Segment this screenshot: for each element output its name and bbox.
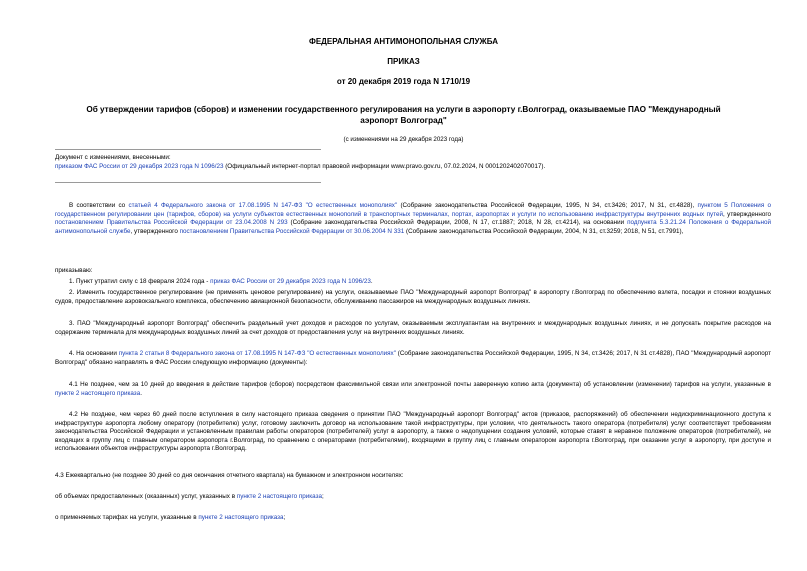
amendments-block [55,154,771,171]
divider-bottom [55,182,321,183]
agency-name: ФЕДЕРАЛЬНАЯ АНТИМОНОПОЛЬНАЯ СЛУЖБА [309,37,498,46]
preamble-text: (Собрание законодательства Российской Федерации, 1995, N 34, ст.3426; 2017, N 31, ст.4828), [397,202,698,209]
item-4-3-b-end: ; [283,514,286,521]
law-147-fz-article-8-link[interactable]: пункта 2 статьи 8 Федерального закона от 17.08.1995 N 147-ФЗ "О естественных монополиях" [118,350,396,357]
amendment-publication: (Официальный интернет-портал правовой информации www.pravo.gov.ru, 07.02.2024, N 0001202402070017). [223,162,546,170]
preamble-text: (Собрание законодательства Российской Федерации, 2004, N 31, ст.3259; 2018, N 51, ст.7991), [404,227,684,235]
preamble-text: , утвержденного [723,210,771,218]
item-4-3-b [55,514,771,523]
fas-regulation-subclause-link[interactable]: подпункта 5.3.21.24 Положения о Федеральной антимонопольной службе [55,219,771,235]
document-title: Об утверждении тарифов (сборов) и изменении государственного регулирования на услуги в аэропорту г.Волгоград, оказываемые ПАО "Международный аэропорт Волгоград" [86,105,721,125]
clause-2-link[interactable]: пункте 2 настоящего приказа [198,514,284,521]
item-4-3: 4.3 Ежеквартально (не позднее 30 дней со дня окончания отчетного квартала) на бумажном и электронном носителях: [55,472,404,479]
clause-2-link[interactable]: пункте 2 настоящего приказа [55,389,141,397]
regulation-clause-5-link[interactable]: пунктом 5 Положения о государственном регулировании цен (тарифов, сборов) на услуги субъектов естественных монополий в транспортных терминалах, портах, аэропортах и услуги по использованию инфраструктуры внутренних водных путей [55,202,771,218]
item-2: 2. Изменить государственное регулирование (не применять ценовое регулирование) на услуги, оказываемые ПАО "Международный аэропорт Волгоград" в аэропорту г.Волгоград по обеспечению взлета, посадки и стоянки воздушных судов, предоставление аэровокзального комплекса, обеспечению авиационной безопасности, обслуживанию пассажиров на международных воздушных линиях. [55,289,771,305]
item-4-2: 4.2 Не позднее, чем через 60 дней после вступления в силу настоящего приказа сведения о принятии ПАО "Международный аэропорт Волгоград" актов (приказов, распоряжений) об обеспечении недискриминационного доступа к инфраструктуре аэропорта любому оператору (потребителю) услуг, готовому заключить договор на использование такой инфраструктуры, при условии, что деятельность такого оператора (потребителя) услуг соответствует требованиям законодательства Российской Федерации и установленным правилам работы операторов (потребителей) услуг в аэропорту, а также о недопущении создания условий, которые ставят в неравное положение операторов (потребителей), не входящих в группу лиц с главным оператором аэропорта г.Волгоград, по сравнению с операторами (потребителями), входящими в группу лиц с главным оператором аэропорта г.Волгоград, при оказании услуг в аэропорту, при доступе и использовании объектов инфраструктуры аэропорта г.Волгоград. [55,411,771,453]
item-4-text: (Собрание законодательства Российской Федерации, 1995, N 34, ст.3426; 2017, N 31 ст.4828), ПАО "Международный аэропорт Волгоград" обязано направлять в ФАС России следующую информацию (документы): [55,350,772,366]
divider-top [55,149,321,150]
amendments-heading: Документ с изменениями, внесенными: [55,154,171,161]
item-4-1-text: 4.1 Не позднее, чем за 10 дней до введения в действие тарифов (сборов) посредством факсимильной связи или электронной почты заверенную копию акта (документа) об установлении (изменении) тарифов на услуги, указанные в [69,381,771,388]
item-4-1-end: . [140,389,142,397]
item-4-3-a [55,493,771,502]
document-type: ПРИКАЗ [387,57,420,66]
order-1096-link[interactable]: приказ ФАС России от 29 декабря 2023 года N 1096/23 [210,278,371,285]
item-1 [55,278,771,287]
item-4-text: 4. На основании [69,350,119,357]
changes-note: (с изменениями на 29 декабря 2023 года) [343,136,464,143]
amendment-order-link[interactable]: приказом ФАС России от 29 декабря 2023 года N 1096/23 [55,162,224,170]
preamble-paragraph [55,202,771,236]
clause-2-link[interactable]: пункте 2 настоящего приказа [236,493,322,500]
preamble-text: (Собрание законодательства Российской Федерации, 2008, N 17, ст.1887; 2018, N 28, ст.4214), на основании [287,219,628,227]
item-4-3-a-end: ; [322,493,324,500]
item-3: 3. ПАО "Международный аэропорт Волгоград" обеспечить раздельный учет доходов и расходов по услугам, оказываемым эксплуатантам на внутренних и международных воздушных линиях, и не допускать покрытие расходов на содержание терминала для международных воздушных линий за счет доходов от предоставления услуг на внутренних воздушных линиях. [55,320,771,336]
resolution-331-link[interactable]: постановлением Правительства Российской Федерации от 30.06.2004 N 331 [179,227,405,235]
amendments-line [55,163,771,172]
item-4-3-a-text: об объемах предоставленных (оказанных) услуг, указанных в [55,493,237,500]
document-date-number: от 20 декабря 2019 года N 1710/19 [336,77,471,86]
item-1-text: 1. Пункт утратил силу с 18 февраля 2024 года - [69,278,211,285]
item-4-3-b-text: о применяемых тарифах на услуги, указанные в [55,514,199,521]
law-147-fz-article-4-link[interactable]: статьей 4 Федерального закона от 17.08.1995 N 147-ФЗ "О естественных монополиях" [128,202,398,209]
order-word: приказываю: [55,267,93,274]
preamble-text: , утвержденного [130,227,180,235]
item-4-1 [55,381,771,398]
preamble-text: В соответствии со [69,202,129,209]
item-4 [55,350,771,367]
resolution-293-link[interactable]: постановлением Правительства Российской Федерации от 23.04.2008 N 293 [55,219,288,227]
item-1-end: . [370,278,373,285]
